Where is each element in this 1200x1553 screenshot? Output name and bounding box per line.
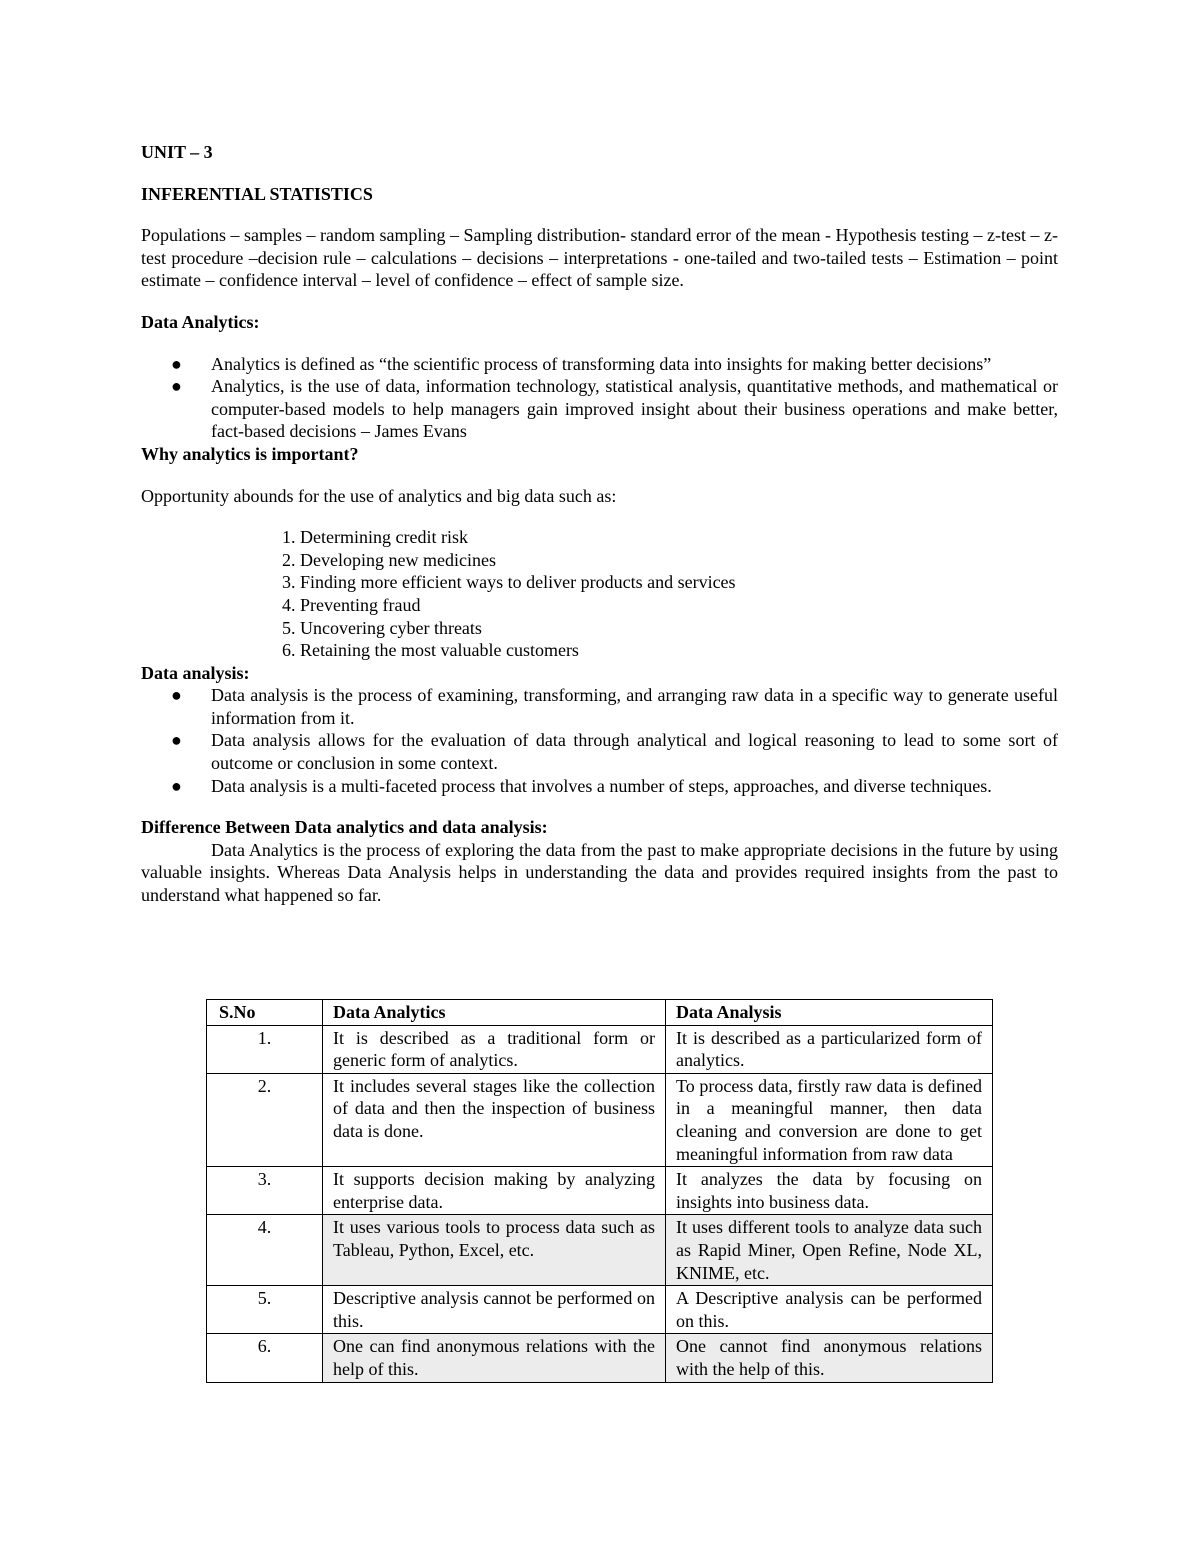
list-item: 6. Retaining the most valuable customers bbox=[282, 640, 579, 661]
analytics-uses-list bbox=[141, 526, 1058, 662]
list-item: 1. Determining credit risk bbox=[282, 527, 468, 548]
table-row bbox=[207, 1334, 993, 1382]
table-header-sno: S.No bbox=[207, 1000, 323, 1026]
table-cell-analytics: It uses various tools to process data such as Tableau, Python, Excel, etc. bbox=[323, 1215, 666, 1286]
difference-paragraph: Data Analytics is the process of exploring the data from the past to make appropriate decisions in the future by using valuable insights. Whereas Data Analysis helps in understanding the data and provides required insights from the past to understand what happened so far. bbox=[141, 839, 1058, 906]
table-cell-analysis: It analyzes the data by focusing on insights into business data. bbox=[666, 1167, 993, 1215]
list-item: ● Data analysis allows for the evaluation of data through analytical and logical reasoning to lead to some sort of outcome or conclusion in some context. bbox=[171, 730, 1058, 774]
topics-paragraph: Populations – samples – random sampling – Sampling distribution- standard error of the mean - Hypothesis testing – z-test – z-test procedure –decision rule – calculations – decisions – interpretations - one-tailed and two-tailed tests – Estimation – point estimate – confidence interval – level of confidence – effect of sample size. bbox=[141, 225, 1058, 291]
comparison-table bbox=[206, 999, 993, 1383]
table-cell-analysis: A Descriptive analysis can be performed on this. bbox=[666, 1286, 993, 1334]
table-header-analytics: Data Analytics bbox=[323, 1000, 666, 1026]
table-cell-analytics: One can find anonymous relations with the help of this. bbox=[323, 1334, 666, 1382]
page-title: INFERENTIAL STATISTICS bbox=[141, 183, 373, 204]
table-cell-analytics: It is described as a traditional form or generic form of analytics. bbox=[323, 1025, 666, 1073]
why-analytics-heading: Why analytics is important? bbox=[141, 443, 359, 464]
table-header-analysis: Data Analysis bbox=[666, 1000, 993, 1026]
table-row bbox=[207, 1025, 993, 1073]
list-item: 3. Finding more efficient ways to deliver products and services bbox=[282, 572, 736, 593]
data-analytics-list bbox=[141, 353, 1058, 443]
table-row bbox=[207, 1073, 993, 1166]
table-cell-analysis: One cannot find anonymous relations with the help of this. bbox=[666, 1334, 993, 1382]
bullet-icon: ● bbox=[171, 376, 182, 397]
unit-heading: UNIT – 3 bbox=[141, 142, 213, 162]
table-cell-analytics: Descriptive analysis cannot be performed on this. bbox=[323, 1286, 666, 1334]
bullet-icon: ● bbox=[171, 353, 182, 374]
list-item: ● Analytics, is the use of data, information technology, statistical analysis, quantitative methods, and mathematical or computer-based models to help managers gain improved insight about their business operations and make better, fact-based decisions – James Evans bbox=[171, 376, 1058, 442]
list-item: 5. Uncovering cyber threats bbox=[282, 617, 482, 638]
table-cell-analysis: To process data, firstly raw data is defined in a meaningful manner, then data cleaning and conversion are done to get meaningful information from raw data bbox=[666, 1073, 993, 1166]
table-row bbox=[207, 1167, 993, 1215]
bullet-icon: ● bbox=[171, 730, 182, 751]
table-cell-analytics: It includes several stages like the collection of data and then the inspection of business data is done. bbox=[323, 1073, 666, 1166]
list-item: ● Analytics is defined as “the scientific process of transforming data into insights for making better decisions” bbox=[171, 353, 992, 374]
list-item: 2. Developing new medicines bbox=[282, 549, 496, 570]
table-cell-sno: 6. bbox=[207, 1334, 323, 1382]
bullet-icon: ● bbox=[171, 775, 182, 796]
list-item: 4. Preventing fraud bbox=[282, 594, 421, 615]
data-analysis-list bbox=[141, 684, 1058, 797]
data-analytics-heading: Data Analytics: bbox=[141, 311, 260, 332]
table-cell-sno: 5. bbox=[207, 1286, 323, 1334]
table-cell-analytics: It supports decision making by analyzing enterprise data. bbox=[323, 1167, 666, 1215]
table-cell-sno: 1. bbox=[207, 1025, 323, 1073]
why-analytics-intro: Opportunity abounds for the use of analytics and big data such as: bbox=[141, 485, 617, 506]
table-cell-sno: 2. bbox=[207, 1073, 323, 1166]
table-header-row bbox=[207, 1000, 993, 1026]
data-analysis-heading: Data analysis: bbox=[141, 662, 250, 683]
list-item: ● Data analysis is the process of examining, transforming, and arranging raw data in a specific way to generate useful information from it. bbox=[171, 685, 1058, 728]
list-item: ● Data analysis is a multi-faceted process that involves a number of steps, approaches, and diverse techniques. bbox=[171, 775, 992, 796]
table-cell-sno: 3. bbox=[207, 1167, 323, 1215]
table-row bbox=[207, 1286, 993, 1334]
document-body bbox=[141, 141, 1058, 907]
table-cell-analysis: It uses different tools to analyze data such as Rapid Miner, Open Refine, Node XL, KNIME, etc. bbox=[666, 1215, 993, 1286]
table-cell-analysis: It is described as a particularized form of analytics. bbox=[666, 1025, 993, 1073]
bullet-icon: ● bbox=[171, 685, 182, 706]
table-row bbox=[207, 1215, 993, 1286]
table-cell-sno: 4. bbox=[207, 1215, 323, 1286]
difference-heading: Difference Between Data analytics and data analysis: bbox=[141, 817, 548, 838]
